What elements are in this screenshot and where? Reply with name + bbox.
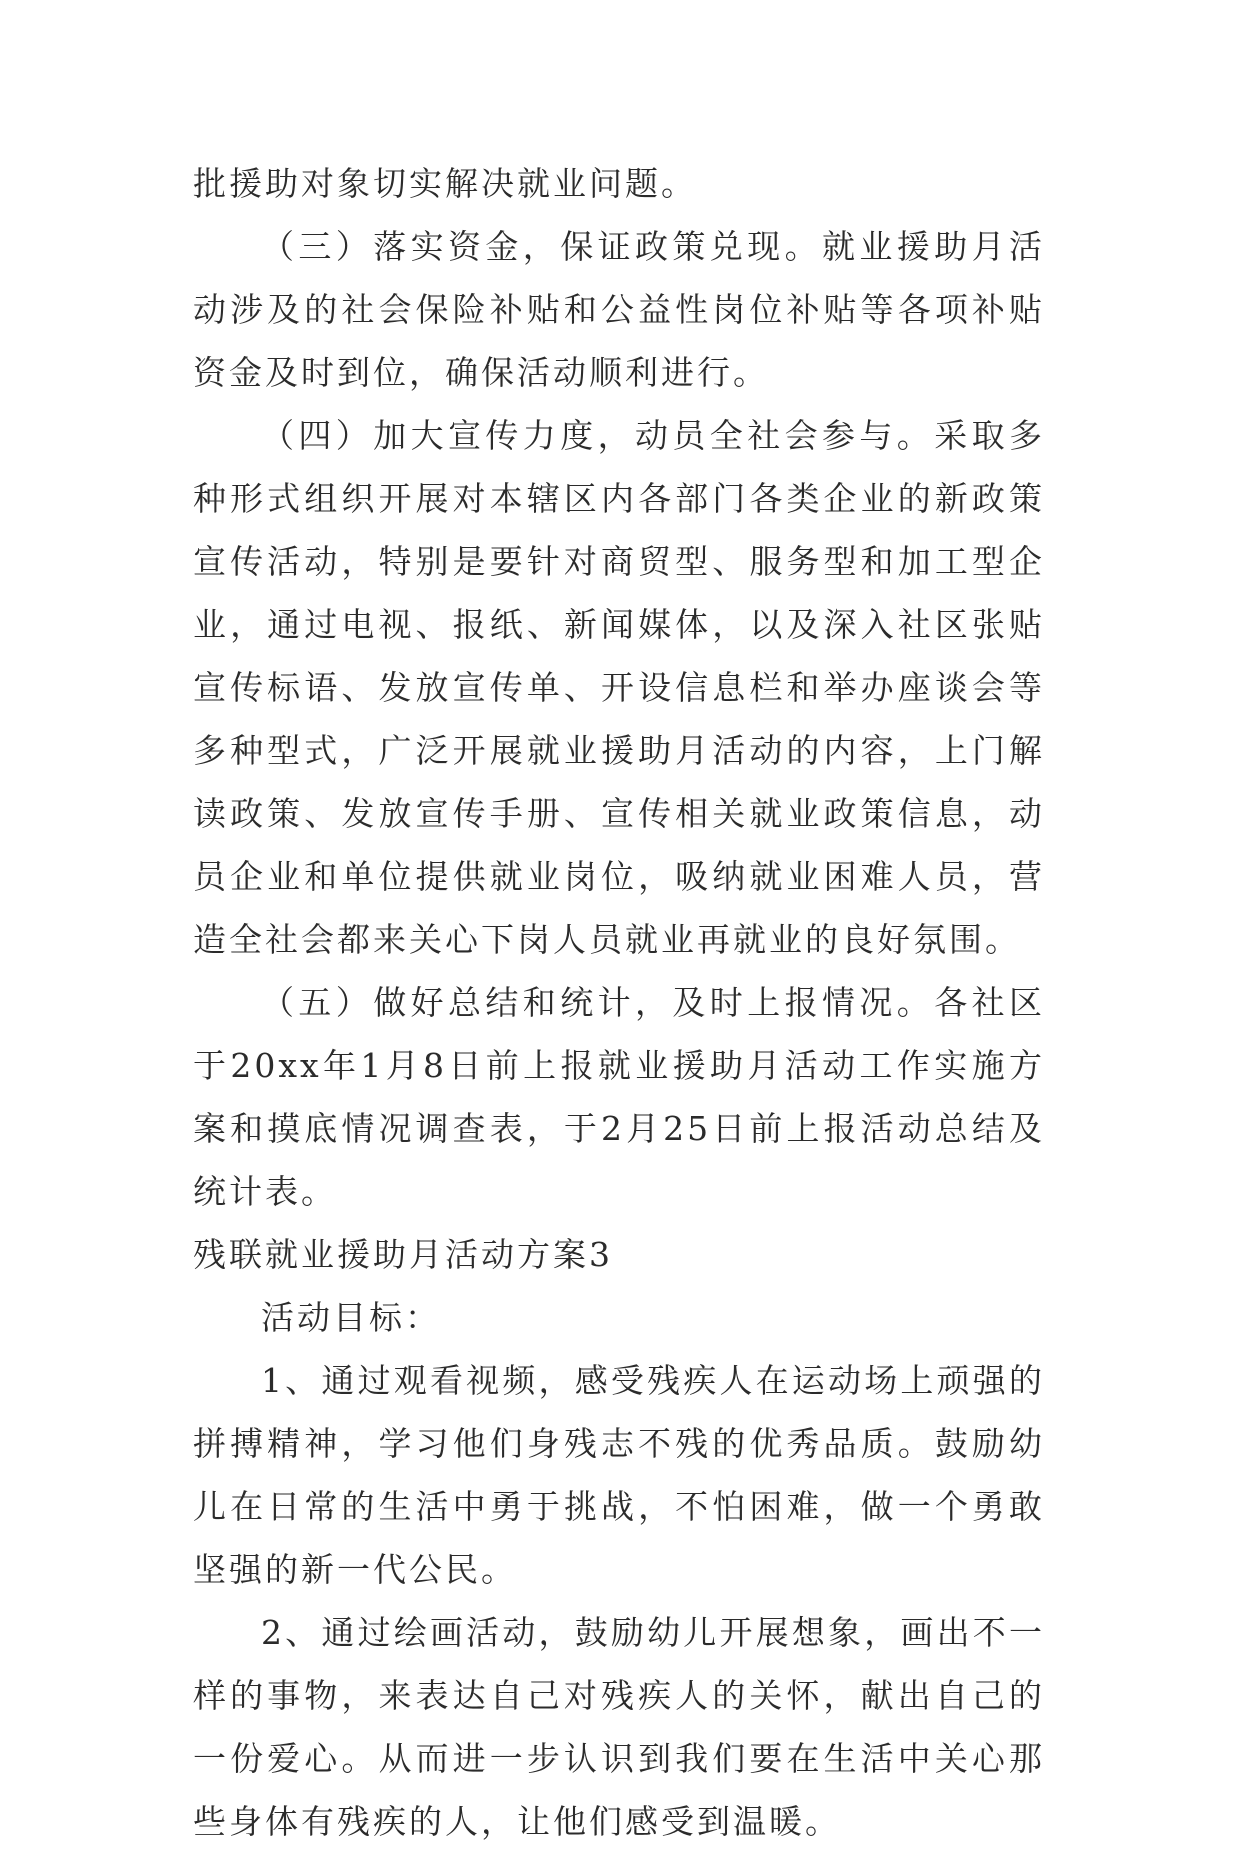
paragraph-continuation: 批援助对象切实解决就业问题。 <box>193 164 697 203</box>
paragraph-section-5: （五）做好总结和统计，及时上报情况。各社区于20xx年1月8日前上报就业援助月活动工作实施方案和摸底情况调查表，于2月25日前上报活动总结及统计表。 <box>193 983 1045 1211</box>
paragraph-goal-2: 2、通过绘画活动，鼓励幼儿开展想象，画出不一样的事物，来表达自己对残疾人的关怀，献出自己的一份爱心。从而进一步认识到我们要在生活中关心那些身体有残疾的人，让他们感受到温暖。 <box>193 1613 1045 1841</box>
document-body <box>193 152 1045 1853</box>
paragraph-section-3: （三）落实资金，保证政策兑现。就业援助月活动涉及的社会保险补贴和公益性岗位补贴等各项补贴资金及时到位，确保活动顺利进行。 <box>193 227 1045 392</box>
paragraph-section-4: （四）加大宣传力度，动员全社会参与。采取多种形式组织开展对本辖区内各部门各类企业的新政策宣传活动，特别是要针对商贸型、服务型和加工型企业，通过电视、报纸、新闻媒体，以及深入社区张贴宣传标语、发放宣传单、开设信息栏和举办座谈会等多种型式，广泛开展就业援助月活动的内容，上门解读政策、发放宣传手册、宣传相关就业政策信息，动员企业和单位提供就业岗位，吸纳就业困难人员，营造全社会都来关心下岗人员就业再就业的良好氛围。 <box>193 416 1045 959</box>
paragraph-goal-1: 1、通过观看视频，感受残疾人在运动场上顽强的拼搏精神，学习他们身残志不残的优秀品质。鼓励幼儿在日常的生活中勇于挑战，不怕困难，做一个勇敢坚强的新一代公民。 <box>193 1361 1045 1589</box>
paragraph-activity-goals-label: 活动目标： <box>261 1298 441 1337</box>
section-heading: 残联就业援助月活动方案3 <box>193 1235 613 1274</box>
